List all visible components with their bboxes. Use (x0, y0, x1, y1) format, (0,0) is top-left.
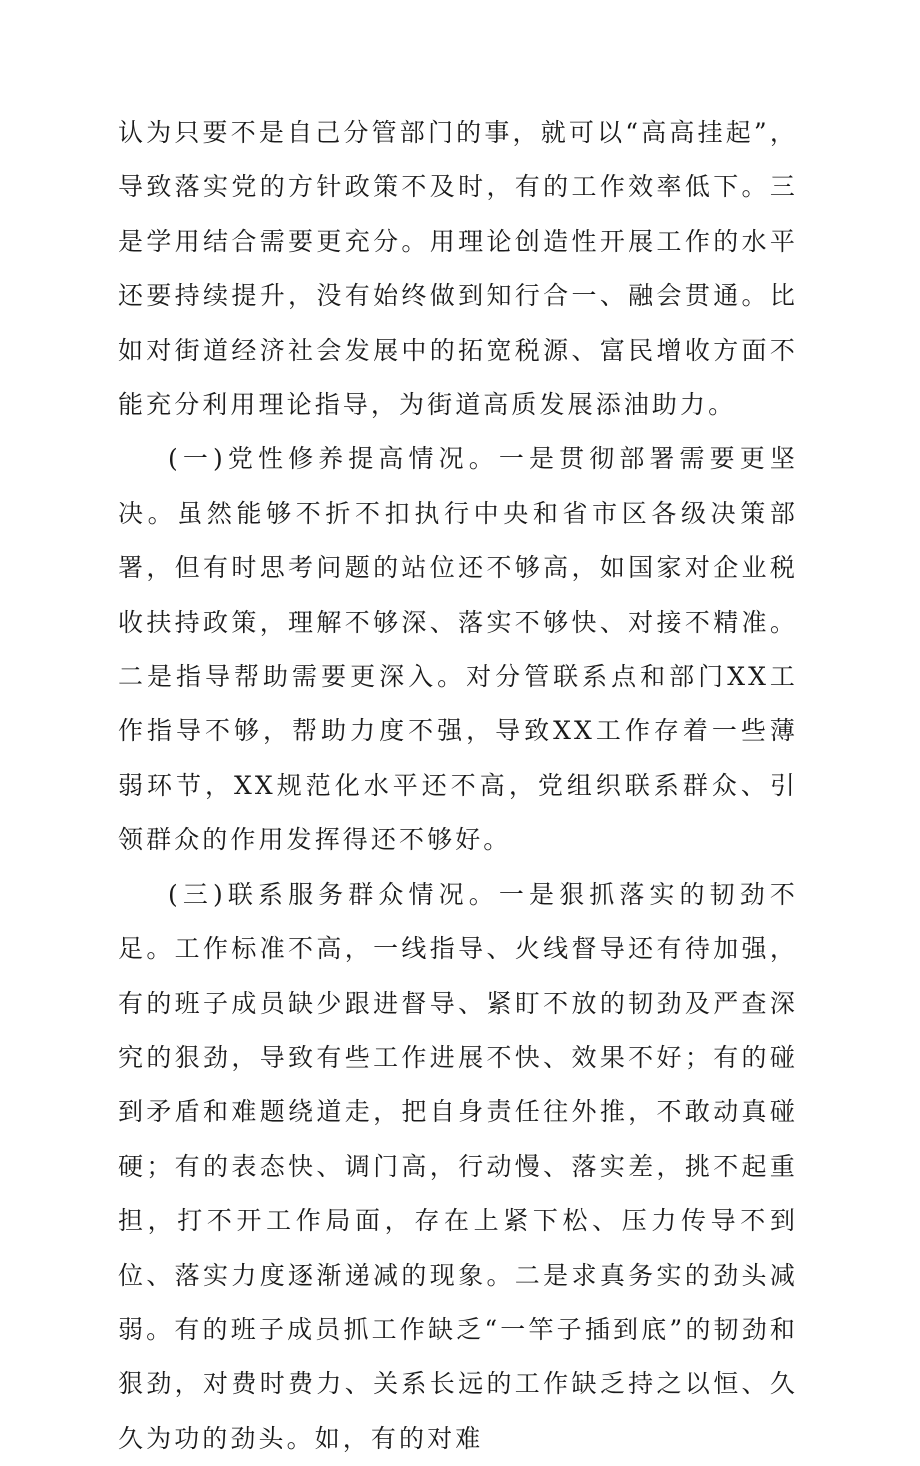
paragraph-party-spirit: (一)党性修养提高情况。一是贯彻部署需要更坚决。虽然能够不折不扣执行中央和省市区各级决策部署，但有时思考问题的站位还不够高，如国家对企业税收扶持政策，理解不够深、落实不够快、对接不精准。二是指导帮助需要更深入。对分管联系点和部门XX工作指导不够，帮助力度不强，导致XX工作存着一些薄弱环节，XX规范化水平还不高，党组织联系群众、引领群众的作用发挥得还不够好。 (118, 444, 798, 855)
paragraph-continuation: 认为只要不是自己分管部门的事，就可以“高高挂起”，导致落实党的方针政策不及时，有的工作效率低下。三是学用结合需要更充分。用理论创造性开展工作的水平还要持续提升，没有始终做到知行合一、融会贯通。比如对街道经济社会发展中的拓宽税源、富民增收方面不能充分利用理论指导，为街道高质发展添油助力。 (118, 118, 798, 420)
paragraph-serving-masses: (三)联系服务群众情况。一是狠抓落实的韧劲不足。工作标准不高，一线指导、火线督导还有待加强，有的班子成员缺少跟进督导、紧盯不放的韧劲及严查深究的狠劲，导致有些工作进展不快、效果不好；有的碰到矛盾和难题绕道走，把自身责任往外推，不敢动真碰硬；有的表态快、调门高，行动慢、落实差，挑不起重担，打不开工作局面，存在上紧下松、压力传导不到位、落实力度逐渐递减的现象。二是求真务实的劲头减弱。有的班子成员抓工作缺乏“一竿子插到底”的韧劲和狠劲，对费时费力、关系长远的工作缺乏持之以恒、久久为功的劲头。如，有的对难 (118, 879, 798, 1453)
document-body (118, 106, 798, 1466)
